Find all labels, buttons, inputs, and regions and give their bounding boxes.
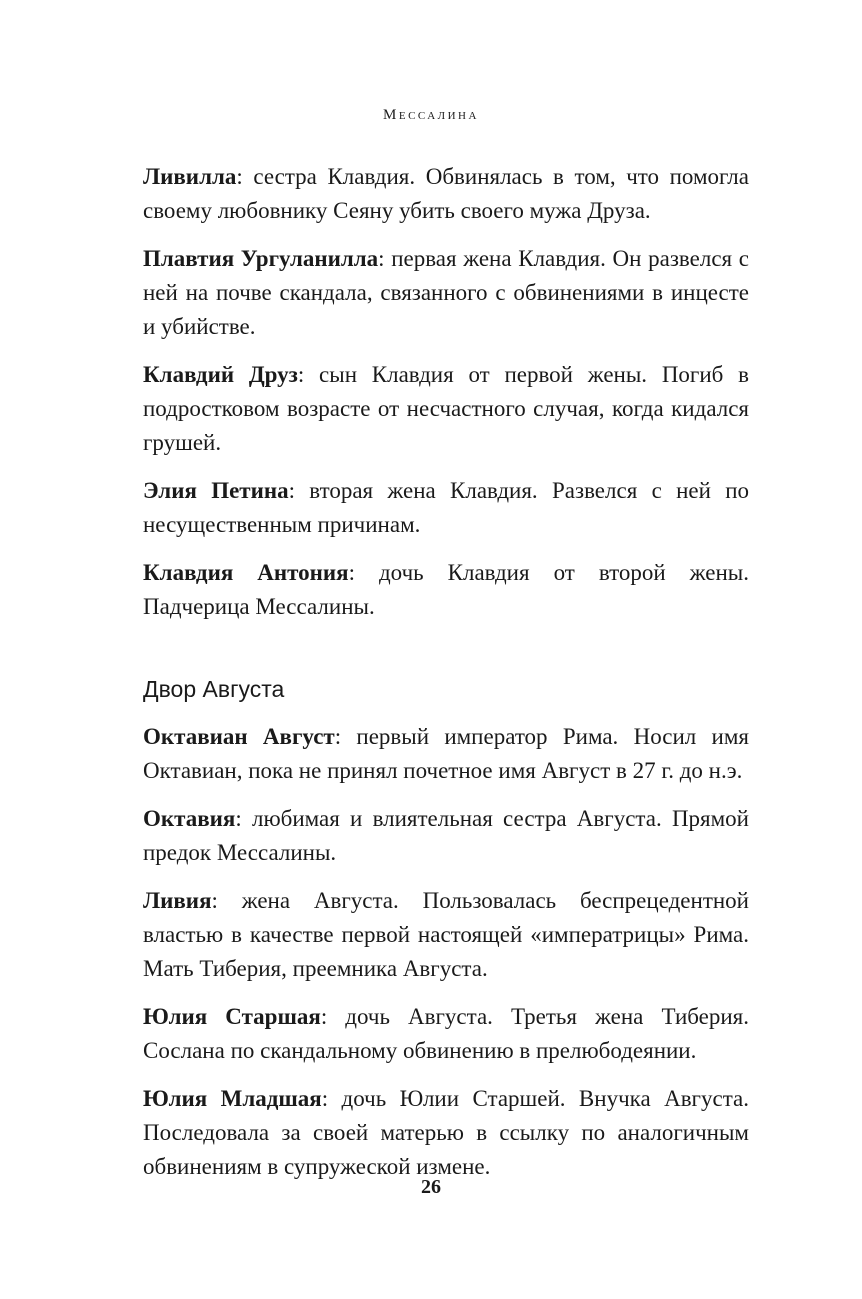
entry-text: : любимая и влиятельная сестра Августа. Прямой предок Мессалины.: [143, 806, 749, 865]
entry-julia-elder: [143, 1000, 749, 1068]
entry-text: : первый император Рима. Носил имя Октавиан, пока не принял почетное имя Август в 27 г. до н.э.: [143, 724, 749, 783]
entry-name: Юлия Младшая: [143, 1086, 322, 1111]
entry-text: : дочь Августа. Третья жена Тиберия. Сослана по скандальному обвинению в прелюбодеянии.: [143, 1004, 749, 1063]
entry-octavia: [143, 802, 749, 870]
entry-name: Октавиан Август: [143, 724, 335, 749]
entry-octavian-augustus: [143, 720, 749, 788]
entry-name: Плавтия Ургуланилла: [143, 246, 379, 271]
entry-text: : жена Августа. Пользовалась беспрецедентной властью в качестве первой настоящей «императрицы» Рима. Мать Тиберия, преемника Августа.: [143, 888, 749, 981]
entry-text: : первая жена Клавдия. Он развелся с ней на почве скандала, связанного с обвинениями в инцесте и убийстве.: [143, 246, 749, 339]
entry-plautia-urgulanilla: [143, 242, 749, 344]
entry-livilla: [143, 160, 749, 228]
entry-name: Клавдия Антония: [143, 560, 349, 585]
section-heading: Двор Августа: [143, 676, 285, 702]
entry-text: : сын Клавдия от первой жены. Погиб в подростковом возрасте от несчастного случая, когда кидался грушей.: [143, 362, 749, 455]
entry-julia-younger: [143, 1082, 749, 1184]
entry-text: : дочь Юлии Старшей. Внучка Августа. Последовала за своей матерью в ссылку по аналогичным обвинениям в супружеской измене.: [143, 1086, 749, 1179]
running-head: Мессалина: [383, 107, 479, 123]
entry-name: Ливия: [143, 888, 212, 913]
page-number: 26: [421, 1176, 441, 1198]
entry-aelia-paetina: [143, 474, 749, 542]
entry-text: : сестра Клавдия. Обвинялась в том, что помогла своему любовнику Сеяну убить своего мужа Друза.: [143, 164, 749, 223]
entry-livia: [143, 884, 749, 986]
entry-text: : дочь Клавдия от второй жены. Падчерица Мессалины.: [143, 560, 749, 619]
entry-claudius-drusus: [143, 358, 749, 460]
entry-name: Юлия Старшая: [143, 1004, 321, 1029]
entry-text: : вторая жена Клавдия. Развелся с ней по несущественным причинам.: [143, 478, 750, 537]
page-content: [143, 160, 749, 1198]
entry-name: Элия Петина: [143, 478, 289, 503]
entry-name: Октавия: [143, 806, 236, 831]
entry-name: Клавдий Друз: [143, 362, 298, 387]
entry-name: Ливилла: [143, 164, 237, 189]
entry-claudia-antonia: [143, 556, 749, 624]
